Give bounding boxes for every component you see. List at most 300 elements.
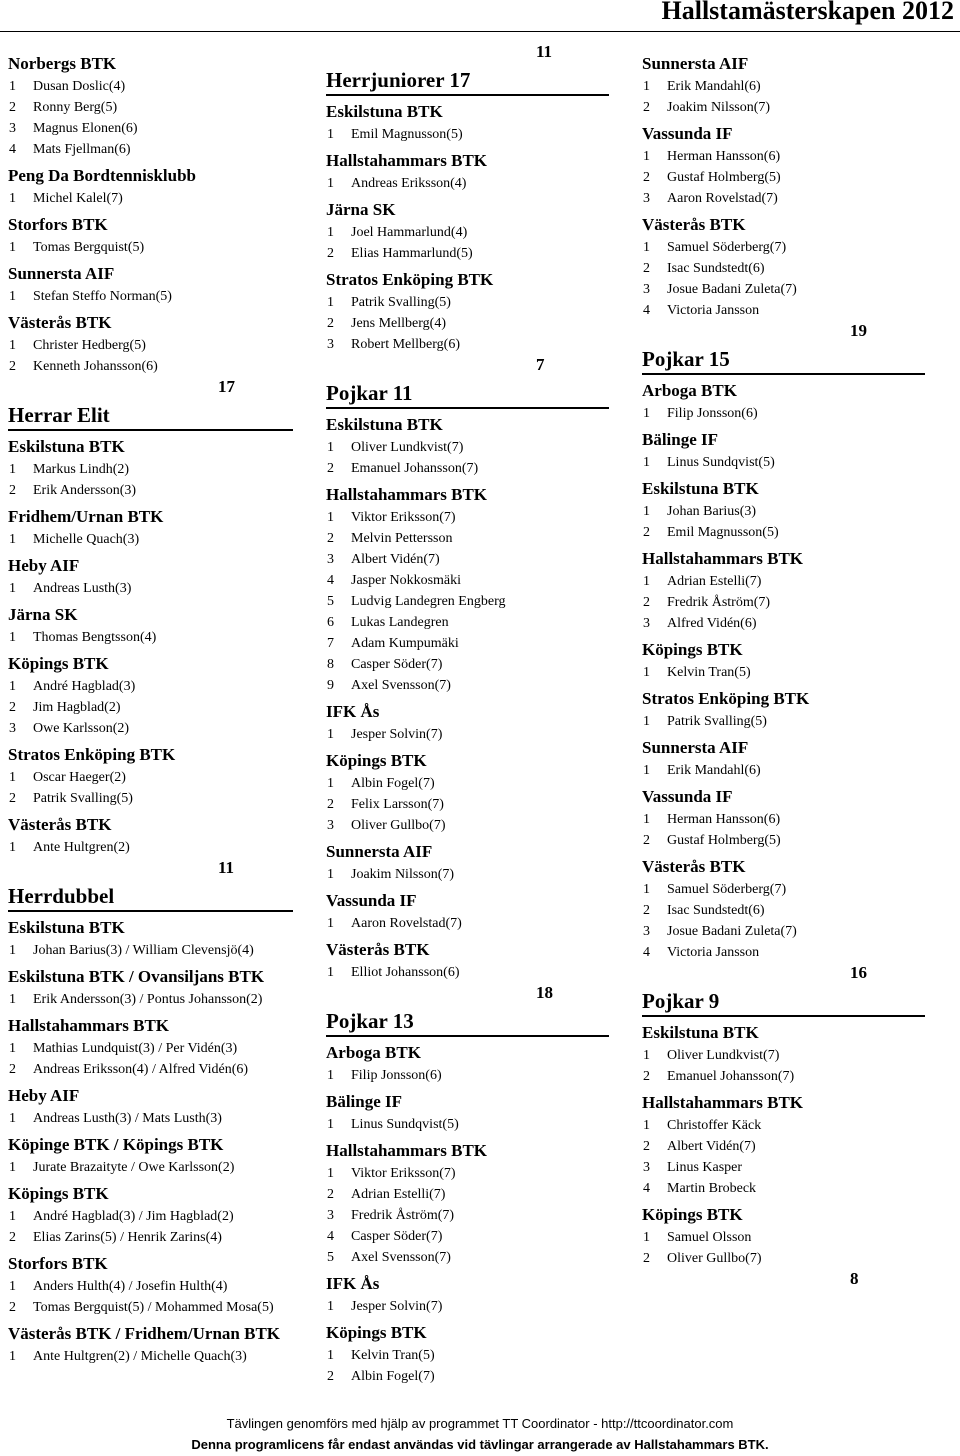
- player-name: Emil Magnusson(5): [667, 525, 779, 540]
- player-row: [326, 591, 505, 612]
- player-number: 1: [9, 1279, 16, 1294]
- player-number: 1: [327, 1299, 334, 1314]
- player-name: Oliver Lundkvist(7): [667, 1048, 780, 1063]
- player-name: Martin Brobeck: [667, 1181, 757, 1196]
- club-name: IFK Ås: [326, 1274, 380, 1293]
- player-name: Joakim Nilsson(7): [351, 867, 455, 882]
- player-name: Herman Hansson(6): [667, 812, 781, 827]
- player-number: 6: [327, 615, 334, 630]
- player-number: 7: [327, 636, 334, 651]
- player-name: Kelvin Tran(5): [351, 1348, 435, 1363]
- player-number: 5: [327, 1250, 334, 1265]
- player-row: [642, 900, 765, 921]
- club-name: Vassunda IF: [326, 891, 417, 910]
- player-name: Gustaf Holmberg(5): [667, 170, 781, 185]
- club-name: Hallstahammars BTK: [326, 485, 488, 504]
- player-row: [326, 1366, 435, 1387]
- player-number: 1: [9, 630, 16, 645]
- player-number: 1: [643, 455, 650, 470]
- player-number: 4: [327, 1229, 334, 1244]
- player-row: [8, 940, 254, 961]
- player-row: [8, 989, 262, 1010]
- entry-count: 8: [850, 1269, 859, 1288]
- section-title: Pojkar 9: [642, 987, 925, 1017]
- player-name: Casper Söder(7): [351, 1229, 443, 1244]
- player-number: 1: [643, 504, 650, 519]
- player-number: 2: [327, 461, 334, 476]
- player-number: 1: [9, 581, 16, 596]
- player-number: 2: [643, 261, 650, 276]
- player-number: 4: [327, 573, 334, 588]
- player-name: Axel Svensson(7): [351, 1250, 451, 1265]
- club-name: Arboga BTK: [326, 1043, 421, 1062]
- section-title: Herrar Elit: [8, 401, 293, 431]
- club-name: Stratos Enköping BTK: [642, 689, 810, 708]
- player-number: 2: [643, 100, 650, 115]
- player-number: 3: [643, 282, 650, 297]
- player-number: 1: [9, 992, 16, 1007]
- player-row: [8, 237, 144, 258]
- player-row: [642, 403, 758, 424]
- player-row: [8, 697, 120, 718]
- player-number: 1: [9, 1349, 16, 1364]
- player-name: Samuel Söderberg(7): [667, 240, 787, 255]
- club-name: Bälinge IF: [326, 1092, 403, 1111]
- player-row: [326, 124, 463, 145]
- footer-license-note: Denna programlicens får endast användas vid tävlingar arrangerade av Hallstahammars BTK.: [191, 1437, 769, 1452]
- player-name: Jesper Solvin(7): [351, 1299, 443, 1314]
- player-row: [642, 188, 778, 209]
- player-row: [8, 76, 125, 97]
- player-row: [642, 1227, 751, 1248]
- player-name: André Hagblad(3): [33, 679, 136, 694]
- player-row: [642, 522, 779, 543]
- player-name: Jasper Nokkosmäki: [351, 573, 462, 588]
- player-name: Samuel Olsson: [667, 1230, 752, 1245]
- player-number: 1: [327, 440, 334, 455]
- player-name: Mathias Lundquist(3) / Per Vidén(3): [33, 1041, 238, 1056]
- player-row: [642, 613, 756, 634]
- club-name: Eskilstuna BTK: [642, 1023, 759, 1042]
- player-number: 2: [327, 797, 334, 812]
- player-name: Adam Kumpumäki: [351, 636, 459, 651]
- player-number: 1: [327, 1117, 334, 1132]
- player-row: [326, 1065, 442, 1086]
- player-number: 3: [643, 924, 650, 939]
- player-name: Anders Hulth(4) / Josefin Hulth(4): [33, 1279, 228, 1294]
- player-name: Emil Magnusson(5): [351, 127, 463, 142]
- player-name: Michel Kalel(7): [33, 191, 123, 206]
- player-number: 3: [327, 552, 334, 567]
- club-name: Köpings BTK: [326, 751, 427, 770]
- player-name: Michelle Quach(3): [33, 532, 140, 547]
- player-number: 2: [9, 1300, 16, 1315]
- club-name: Västerås BTK: [642, 215, 746, 234]
- player-row: [642, 167, 781, 188]
- player-number: 2: [327, 316, 334, 331]
- player-row: [326, 1247, 451, 1268]
- player-name: Victoria Jansson: [667, 303, 760, 318]
- player-number: 1: [327, 1068, 334, 1083]
- player-name: Kenneth Johansson(6): [33, 359, 158, 374]
- player-name: Aaron Rovelstad(7): [351, 916, 462, 931]
- player-row: [326, 334, 460, 355]
- player-row: [8, 188, 123, 209]
- player-name: Robert Mellberg(6): [351, 337, 460, 352]
- club-name: Hallstahammars BTK: [8, 1016, 170, 1035]
- player-row: [326, 962, 460, 983]
- player-name: Albin Fogel(7): [351, 1369, 435, 1384]
- player-number: 1: [643, 1048, 650, 1063]
- club-name: Norbergs BTK: [8, 54, 117, 73]
- club-name: Stratos Enköping BTK: [8, 745, 176, 764]
- player-number: 3: [643, 1160, 650, 1175]
- player-row: [642, 592, 770, 613]
- player-row: [326, 313, 446, 334]
- player-row: [8, 718, 129, 739]
- player-row: [8, 578, 131, 599]
- player-row: [642, 97, 770, 118]
- player-number: 1: [643, 406, 650, 421]
- club-name: Köpings BTK: [642, 1205, 743, 1224]
- player-row: [642, 300, 759, 321]
- player-name: Emanuel Johansson(7): [667, 1069, 795, 1084]
- player-name: Owe Karlsson(2): [33, 721, 130, 736]
- player-number: 2: [643, 903, 650, 918]
- player-number: 1: [327, 965, 334, 980]
- player-row: [8, 1059, 248, 1080]
- player-number: 3: [327, 337, 334, 352]
- player-row: [326, 724, 442, 745]
- player-name: Joel Hammarlund(4): [351, 225, 468, 240]
- player-name: Dusan Doslic(4): [33, 79, 126, 94]
- club-name: Sunnersta AIF: [642, 54, 749, 73]
- player-number: 1: [643, 79, 650, 94]
- player-row: [8, 627, 156, 648]
- player-row: [642, 1178, 756, 1199]
- player-name: Melvin Pettersson: [351, 531, 453, 546]
- player-number: 1: [643, 665, 650, 680]
- player-row: [326, 570, 461, 591]
- player-number: 5: [327, 594, 334, 609]
- player-row: [8, 1206, 234, 1227]
- club-name: Köpings BTK: [326, 1323, 427, 1342]
- player-row: [326, 1114, 459, 1135]
- player-number: 2: [643, 1069, 650, 1084]
- entry-count: 11: [218, 858, 235, 877]
- player-name: Lukas Landegren: [351, 615, 449, 630]
- club-name: Peng Da Bordtennisklubb: [8, 166, 196, 185]
- player-row: [642, 237, 786, 258]
- player-name: Casper Söder(7): [351, 657, 443, 672]
- player-row: [642, 809, 780, 830]
- player-name: Thomas Bengtsson(4): [33, 630, 157, 645]
- club-name: Järna SK: [326, 200, 396, 219]
- club-name: Eskilstuna BTK / Ovansiljans BTK: [8, 967, 265, 986]
- player-number: 2: [9, 700, 16, 715]
- player-name: Christer Hedberg(5): [33, 338, 146, 353]
- player-row: [326, 1226, 442, 1247]
- player-number: 1: [327, 1166, 334, 1181]
- player-row: [326, 292, 451, 313]
- section-title: Herrjuniorer 17: [326, 66, 609, 96]
- player-row: [8, 767, 126, 788]
- club-name: Hallstahammars BTK: [326, 151, 488, 170]
- player-number: 1: [9, 240, 16, 255]
- player-number: 2: [643, 595, 650, 610]
- player-number: 1: [9, 289, 16, 304]
- player-name: Victoria Jansson: [667, 945, 760, 960]
- player-row: [8, 837, 130, 858]
- club-name: IFK Ås: [326, 702, 380, 721]
- club-name: Eskilstuna BTK: [326, 415, 443, 434]
- player-number: 1: [9, 840, 16, 855]
- player-name: Samuel Söderberg(7): [667, 882, 787, 897]
- player-number: 1: [9, 679, 16, 694]
- club-name: Sunnersta AIF: [326, 842, 433, 861]
- player-row: [642, 258, 765, 279]
- player-number: 4: [643, 1181, 650, 1196]
- player-number: 1: [327, 225, 334, 240]
- section-title: Herrdubbel: [8, 882, 293, 912]
- player-row: [326, 1184, 445, 1205]
- player-row: [326, 633, 459, 654]
- player-name: Andreas Lusth(3): [33, 581, 132, 596]
- player-row: [8, 1346, 247, 1367]
- player-name: Tomas Bergquist(5): [33, 240, 145, 255]
- player-row: [326, 243, 473, 264]
- player-row: [642, 1066, 794, 1087]
- player-number: 1: [327, 776, 334, 791]
- player-name: Andreas Lusth(3) / Mats Lusth(3): [33, 1111, 222, 1126]
- player-row: [642, 146, 780, 167]
- player-number: 9: [327, 678, 334, 693]
- club-name: Eskilstuna BTK: [8, 918, 125, 937]
- player-row: [8, 1038, 237, 1059]
- club-name: Västerås BTK: [8, 815, 112, 834]
- player-name: Patrik Svalling(5): [33, 791, 133, 806]
- club-name: Heby AIF: [8, 556, 80, 575]
- player-number: 1: [643, 1118, 650, 1133]
- player-name: Filip Jonsson(6): [667, 406, 758, 421]
- player-row: [326, 437, 463, 458]
- player-row: [642, 1157, 742, 1178]
- player-name: Magnus Elonen(6): [33, 121, 138, 136]
- player-row: [326, 864, 454, 885]
- player-row: [8, 529, 139, 550]
- player-name: Adrian Estelli(7): [351, 1187, 446, 1202]
- player-name: Mats Fjellman(6): [33, 142, 131, 157]
- club-name: Fridhem/Urnan BTK: [8, 507, 164, 526]
- club-name: Västerås BTK / Fridhem/Urnan BTK: [8, 1324, 281, 1343]
- player-number: 2: [643, 1251, 650, 1266]
- club-name: Köpinge BTK / Köpings BTK: [8, 1135, 224, 1154]
- player-name: Linus Sundqvist(5): [351, 1117, 459, 1132]
- player-number: 1: [9, 943, 16, 958]
- player-number: 1: [327, 127, 334, 142]
- club-name: Järna SK: [8, 605, 78, 624]
- player-name: Elias Hammarlund(5): [351, 246, 473, 261]
- player-number: 1: [327, 176, 334, 191]
- club-name: Heby AIF: [8, 1086, 80, 1105]
- player-row: [642, 662, 751, 683]
- player-number: 3: [643, 616, 650, 631]
- player-name: Tomas Bergquist(5) / Mohammed Mosa(5): [33, 1300, 274, 1315]
- player-name: Jurate Brazaityte / Owe Karlsson(2): [33, 1160, 235, 1175]
- player-row: [642, 760, 761, 781]
- club-name: Stratos Enköping BTK: [326, 270, 494, 289]
- player-name: Oliver Lundkvist(7): [351, 440, 464, 455]
- player-name: Viktor Eriksson(7): [351, 510, 456, 525]
- player-row: [8, 676, 135, 697]
- club-name: Hallstahammars BTK: [326, 1141, 488, 1160]
- player-name: Albert Vidén(7): [351, 552, 440, 567]
- player-name: Patrik Svalling(5): [351, 295, 451, 310]
- player-row: [326, 458, 478, 479]
- player-name: Christoffer Käck: [667, 1118, 762, 1133]
- player-name: Josue Badani Zuleta(7): [667, 282, 797, 297]
- player-row: [8, 97, 117, 118]
- player-name: Albert Vidén(7): [667, 1139, 756, 1154]
- player-row: [8, 1276, 227, 1297]
- entry-count: 7: [536, 355, 545, 374]
- player-number: 3: [327, 1208, 334, 1223]
- club-name: Hallstahammars BTK: [642, 549, 804, 568]
- player-name: Linus Sundqvist(5): [667, 455, 775, 470]
- player-row: [642, 942, 759, 963]
- player-row: [8, 118, 138, 139]
- player-number: 4: [9, 142, 16, 157]
- player-name: Ronny Berg(5): [33, 100, 118, 115]
- player-row: [8, 286, 172, 307]
- player-row: [8, 459, 129, 480]
- player-name: Oliver Gullbo(7): [351, 818, 446, 833]
- entry-count: 18: [536, 983, 553, 1002]
- player-name: Alfred Vidén(6): [667, 616, 757, 631]
- player-name: Kelvin Tran(5): [667, 665, 751, 680]
- player-row: [326, 1345, 435, 1366]
- player-name: Johan Barius(3): [667, 504, 757, 519]
- player-name: Aaron Rovelstad(7): [667, 191, 778, 206]
- player-name: Josue Badani Zuleta(7): [667, 924, 797, 939]
- player-number: 1: [327, 295, 334, 310]
- player-number: 1: [327, 1348, 334, 1363]
- player-number: 1: [643, 714, 650, 729]
- player-name: Isac Sundstedt(6): [667, 261, 765, 276]
- player-row: [8, 356, 158, 377]
- player-name: Oliver Gullbo(7): [667, 1251, 762, 1266]
- club-name: Köpings BTK: [642, 640, 743, 659]
- player-number: 1: [643, 812, 650, 827]
- player-name: Andreas Eriksson(4): [351, 176, 467, 191]
- player-name: Jim Hagblad(2): [33, 700, 121, 715]
- player-number: 1: [327, 916, 334, 931]
- player-name: Stefan Steffo Norman(5): [33, 289, 172, 304]
- player-row: [326, 222, 467, 243]
- player-number: 2: [327, 1369, 334, 1384]
- player-row: [642, 1136, 756, 1157]
- club-name: Sunnersta AIF: [642, 738, 749, 757]
- player-name: Elliot Johansson(6): [351, 965, 460, 980]
- player-number: 1: [9, 1209, 16, 1224]
- player-row: [8, 788, 133, 809]
- player-row: [642, 76, 761, 97]
- player-name: Erik Andersson(3) / Pontus Johansson(2): [33, 992, 263, 1007]
- player-number: 1: [9, 1111, 16, 1126]
- player-row: [642, 1248, 761, 1269]
- player-row: [326, 173, 466, 194]
- player-number: 2: [327, 1187, 334, 1202]
- player-name: Gustaf Holmberg(5): [667, 833, 781, 848]
- club-name: Hallstahammars BTK: [642, 1093, 804, 1112]
- player-row: [8, 1108, 222, 1129]
- player-number: 1: [9, 462, 16, 477]
- player-number: 1: [643, 882, 650, 897]
- player-row: [326, 612, 449, 633]
- player-name: Axel Svensson(7): [351, 678, 451, 693]
- player-row: [8, 139, 131, 160]
- club-name: Eskilstuna BTK: [8, 437, 125, 456]
- player-name: Elias Zarins(5) / Henrik Zarins(4): [33, 1230, 222, 1245]
- player-name: Erik Mandahl(6): [667, 763, 761, 778]
- club-name: Köpings BTK: [8, 654, 109, 673]
- club-name: Arboga BTK: [642, 381, 737, 400]
- player-row: [326, 815, 445, 836]
- player-row: [326, 654, 442, 675]
- player-number: 2: [643, 833, 650, 848]
- player-row: [642, 571, 761, 592]
- player-name: Ante Hultgren(2) / Michelle Quach(3): [33, 1349, 247, 1364]
- player-number: 3: [9, 721, 16, 736]
- player-name: Ludvig Landegren Engberg: [351, 594, 506, 609]
- player-name: Adrian Estelli(7): [667, 574, 762, 589]
- player-row: [326, 549, 440, 570]
- club-name: Sunnersta AIF: [8, 264, 115, 283]
- player-number: 1: [9, 1160, 16, 1175]
- player-number: 4: [643, 945, 650, 960]
- player-row: [642, 501, 756, 522]
- player-name: Filip Jonsson(6): [351, 1068, 442, 1083]
- player-name: Andreas Eriksson(4) / Alfred Vidén(6): [33, 1062, 249, 1077]
- player-name: Linus Kasper: [667, 1160, 743, 1175]
- club-name: Vassunda IF: [642, 124, 733, 143]
- player-number: 2: [643, 1139, 650, 1154]
- player-name: Jens Mellberg(4): [351, 316, 446, 331]
- player-number: 2: [9, 359, 16, 374]
- player-row: [8, 335, 146, 356]
- player-name: Jesper Solvin(7): [351, 727, 443, 742]
- club-name: Västerås BTK: [642, 857, 746, 876]
- club-name: Storfors BTK: [8, 1254, 108, 1273]
- player-row: [326, 913, 462, 934]
- player-row: [326, 1163, 456, 1184]
- club-name: Västerås BTK: [8, 313, 112, 332]
- player-row: [326, 773, 435, 794]
- player-number: 1: [643, 1230, 650, 1245]
- entry-count: 16: [850, 963, 867, 982]
- player-number: 1: [9, 338, 16, 353]
- player-name: Joakim Nilsson(7): [667, 100, 771, 115]
- player-number: 3: [9, 121, 16, 136]
- player-number: 1: [9, 1041, 16, 1056]
- player-row: [8, 480, 136, 501]
- player-row: [642, 711, 767, 732]
- player-number: 1: [643, 240, 650, 255]
- player-row: [326, 507, 456, 528]
- player-name: Felix Larsson(7): [351, 797, 444, 812]
- player-name: Patrik Svalling(5): [667, 714, 767, 729]
- club-name: Eskilstuna BTK: [642, 479, 759, 498]
